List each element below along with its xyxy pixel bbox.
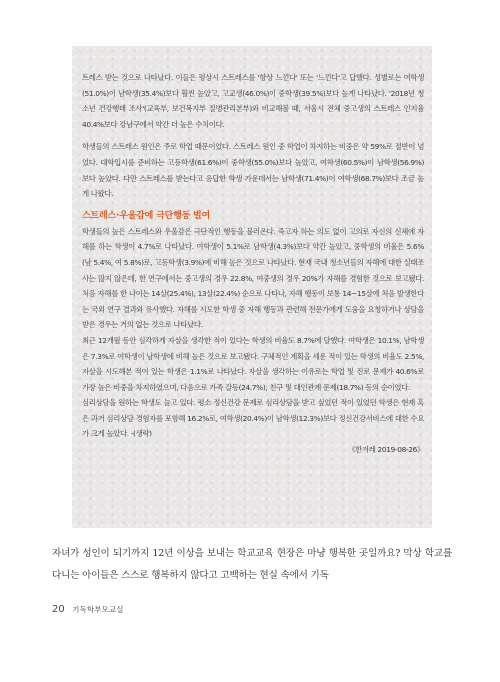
news-excerpt-box (72, 46, 432, 528)
excerpt-paragraph: 심리상담을 원하는 학생도 늘고 있다. 평소 정신건강 문제로 심리상담을 받고 싶었던 적이 있었던 학생은 현재 혹은 과거 심리상담 경험자를 포함해 16.2%로, 여학생(20.4%)이 남학생(12.3%)보다 정신건강서비스에 대한 수요가 크게 높았다. -(생략) (82, 398, 424, 439)
section-heading: 스트레스·우울감에 극단행동 벌여 (82, 210, 211, 221)
page-number: 20 (52, 604, 65, 615)
page-footer (52, 604, 124, 615)
excerpt-paragraph: 학생들의 스트레스 원인은 주로 학업 때문이었다. 스트레스 원인 중 학업이 차지하는 비중은 약 59%로 절반이 넘었다. 대학입시를 준비하는 고등학생(61.6%)이 중학생(55.0%)보다 높았고, 여학생(60.5%)이 남학생(56.9%)보다 높았다. 다만 스트레스를 받는다고 응답한 학생 가운데서는 남학생(71.4%)이 여학생(68.7%)보다 조금 높게 나왔다. (82, 142, 424, 199)
excerpt-paragraph: 최근 12개월 동안 심각하게 자살을 생각한 적이 있다는 학생의 비율도 8.7%에 달했다. 여학생은 10.1%, 남학생은 7.3%로 여학생이 남학생에 비해 높은 것으로 보고됐다. 구체적인 계획을 세운 적이 있는 학생의 비율도 2.5%, 자살을 시도해본 적이 있는 학생은 1.1%로 나타났다. 자살을 생각하는 이유로는 학업 및 진로 문제가 40.6%로 가장 높은 비중을 차지하였으며, 다음으로 가족 갈등(24.7%), 친구 및 대인관계 문제(18.7%) 등의 순이었다. (82, 335, 424, 392)
excerpt-paragraph: 학생들의 높은 스트레스와 우울감은 극단적인 행동을 불러온다. 죽고자 하는 의도 없이 고의로 자신의 신체에 자해를 하는 학생이 4.7%로 나타났다. 여학생이 5.1%로 남학생(4.3%)보다 약간 높았고, 중학생의 비율은 5.6%(남 5.4%, 여 5.8%)로, 고등학생(3.9%)에 비해 높은 것으로 나타났다. 현재 국내 청소년들의 자해에 대한 실태조사는 많지 않은데, 한 연구에서는 중고생의 경우 22.8%, 여중생의 경우 20%가 자해를 경험한 것으로 보고됐다. 처음 자해를 한 나이는 14살(25.4%), 13살(22.4%) 순으로 나타나, 자해 행동이 보통 14~15살에 처음 발생한다는 국외 연구 결과와 유사했다. 자해를 시도한 학생 중 자해 행동과 관련해 전문가에게 도움을 요청하거나 상담을 받은 경우는 거의 없는 것으로 나타났다. (82, 226, 424, 330)
news-excerpt-content (82, 70, 424, 458)
excerpt-paragraph: 트레스 받는 것으로 나타났다. 이들은 평상시 스트레스를 '항상 느낀다' 또는 '느낀다'고 답했다. 성별로는 여학생(51.0%)이 남학생(35.4%)보다 훨씬 높았고, 고교생(46.0%)이 중학생(39.5%)보다 높게 나타났다. '2018년 청소년 건강행태 조사'(교육부, 보건복지부 질병관리본부)와 비교해볼 때, 서울시 전체 중고생의 스트레스 인지율 40.4%보다 강남구에서 약간 더 높은 수치이다. (82, 73, 424, 129)
body-paragraph: 자녀가 성인이 되기까지 12년 이상을 보내는 학교교육 현장은 마냥 행복한 곳일까요? 막상 학교를 다니는 아이들은 스스로 행복하지 않다고 고백하는 현실 속에서 기독 (52, 548, 452, 581)
source-citation: 《한겨레 2019-08-26》 (348, 445, 424, 455)
running-footer-title: 기독학부모교실 (72, 605, 124, 614)
